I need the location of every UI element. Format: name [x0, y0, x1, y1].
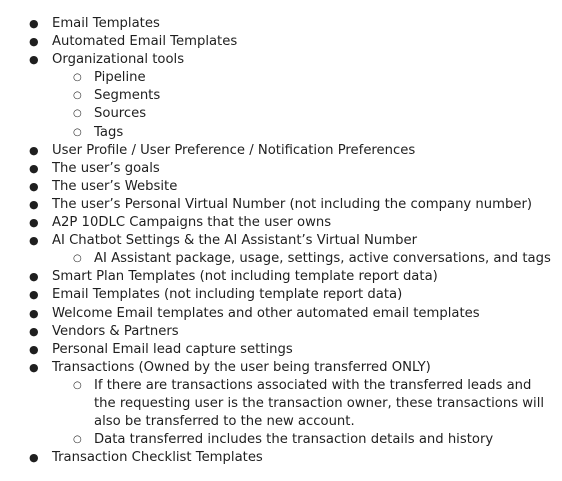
bullet-circle-icon: ○	[73, 253, 82, 265]
sub-list-item-text: If there are transactions associated with the transferred leads and the requesting user is the transaction owner, these transactions will also be transferred to the new account.	[94, 377, 545, 430]
list-item	[0, 323, 562, 341]
bullet-circle-icon: ○	[73, 90, 82, 102]
list-item-text: A2P 10DLC Campaigns that the user owns	[52, 215, 332, 231]
bullet-disc-icon: ●	[29, 143, 39, 157]
sub-list-item-text: Sources	[94, 106, 147, 122]
list-item	[0, 51, 562, 69]
list-item-text: The user’s Personal Virtual Number (not including the company number)	[52, 196, 533, 212]
sub-list-item	[0, 431, 554, 449]
list-item	[0, 214, 562, 232]
bullet-circle-icon: ○	[73, 434, 82, 446]
bullet-disc-icon: ●	[29, 451, 39, 465]
sub-list-item-text: Segments	[94, 88, 161, 104]
bullet-disc-icon: ●	[29, 270, 39, 284]
bullet-disc-icon: ●	[29, 197, 39, 211]
bullet-disc-icon: ●	[29, 35, 39, 49]
list-item-text: Email Templates	[52, 16, 160, 31]
bullet-disc-icon: ●	[29, 53, 39, 67]
list-item	[0, 178, 562, 196]
bullet-disc-icon: ●	[29, 360, 39, 374]
bullet-circle-icon: ○	[73, 72, 82, 84]
bullet-disc-icon: ●	[29, 306, 39, 320]
list-item-text: AI Chatbot Settings & the AI Assistant’s Virtual Number	[52, 233, 418, 249]
sub-list-item-text: Data transferred includes the transaction details and history	[94, 432, 494, 448]
list-item-text: Welcome Email templates and other automated email templates	[52, 305, 480, 321]
list-item	[0, 305, 562, 323]
sub-list-item-text: Tags	[94, 124, 124, 140]
list-item	[0, 160, 562, 178]
bullet-circle-icon: ○	[73, 379, 82, 391]
sub-list-item-text: AI Assistant package, usage, settings, active conversations, and tags	[94, 251, 551, 267]
list-item	[0, 15, 562, 33]
list-item	[0, 449, 562, 467]
bullet-disc-icon: ●	[29, 179, 39, 193]
list-item	[0, 268, 562, 286]
list-item	[0, 142, 562, 160]
list-item	[0, 341, 562, 359]
bullet-disc-icon: ●	[29, 288, 39, 302]
list-item-text: User Profile / User Preference / Notification Preferences	[52, 142, 416, 158]
list-item-text: The user’s goals	[52, 160, 160, 176]
bullet-disc-icon: ●	[29, 324, 39, 338]
list-item-text: Organizational tools	[52, 52, 185, 68]
bullet-circle-icon: ○	[73, 126, 82, 138]
list-item-text: Transactions (Owned by the user being transferred ONLY)	[52, 359, 431, 375]
bullet-disc-icon: ●	[29, 234, 39, 248]
list-item	[0, 232, 562, 250]
list-item	[0, 286, 562, 304]
list-item	[0, 33, 562, 51]
sub-list-item	[0, 87, 554, 105]
sub-list-item	[0, 105, 554, 123]
bullet-circle-icon: ○	[73, 108, 82, 120]
bullet-disc-icon: ●	[29, 342, 39, 356]
list-item-text: Vendors & Partners	[52, 323, 179, 339]
list-item-text: The user’s Website	[52, 178, 178, 194]
list-item	[0, 359, 562, 377]
list-item-text: Transaction Checklist Templates	[52, 450, 263, 466]
sub-list-item-text: Pipeline	[94, 70, 146, 86]
list-item-text: Email Templates (not including template report data)	[52, 287, 403, 303]
sub-list-item	[0, 124, 554, 142]
list-item-text: Personal Email lead capture settings	[52, 341, 293, 357]
sub-list-item	[0, 69, 554, 87]
bullet-disc-icon: ●	[29, 216, 39, 230]
bullet-disc-icon: ●	[29, 17, 39, 30]
sub-list-item	[0, 377, 554, 431]
list-item-text: Smart Plan Templates (not including template report data)	[52, 269, 438, 285]
list-item	[0, 196, 562, 214]
sub-list-item	[0, 250, 554, 268]
bullet-disc-icon: ●	[29, 161, 39, 175]
list-item-text: Automated Email Templates	[52, 34, 238, 50]
